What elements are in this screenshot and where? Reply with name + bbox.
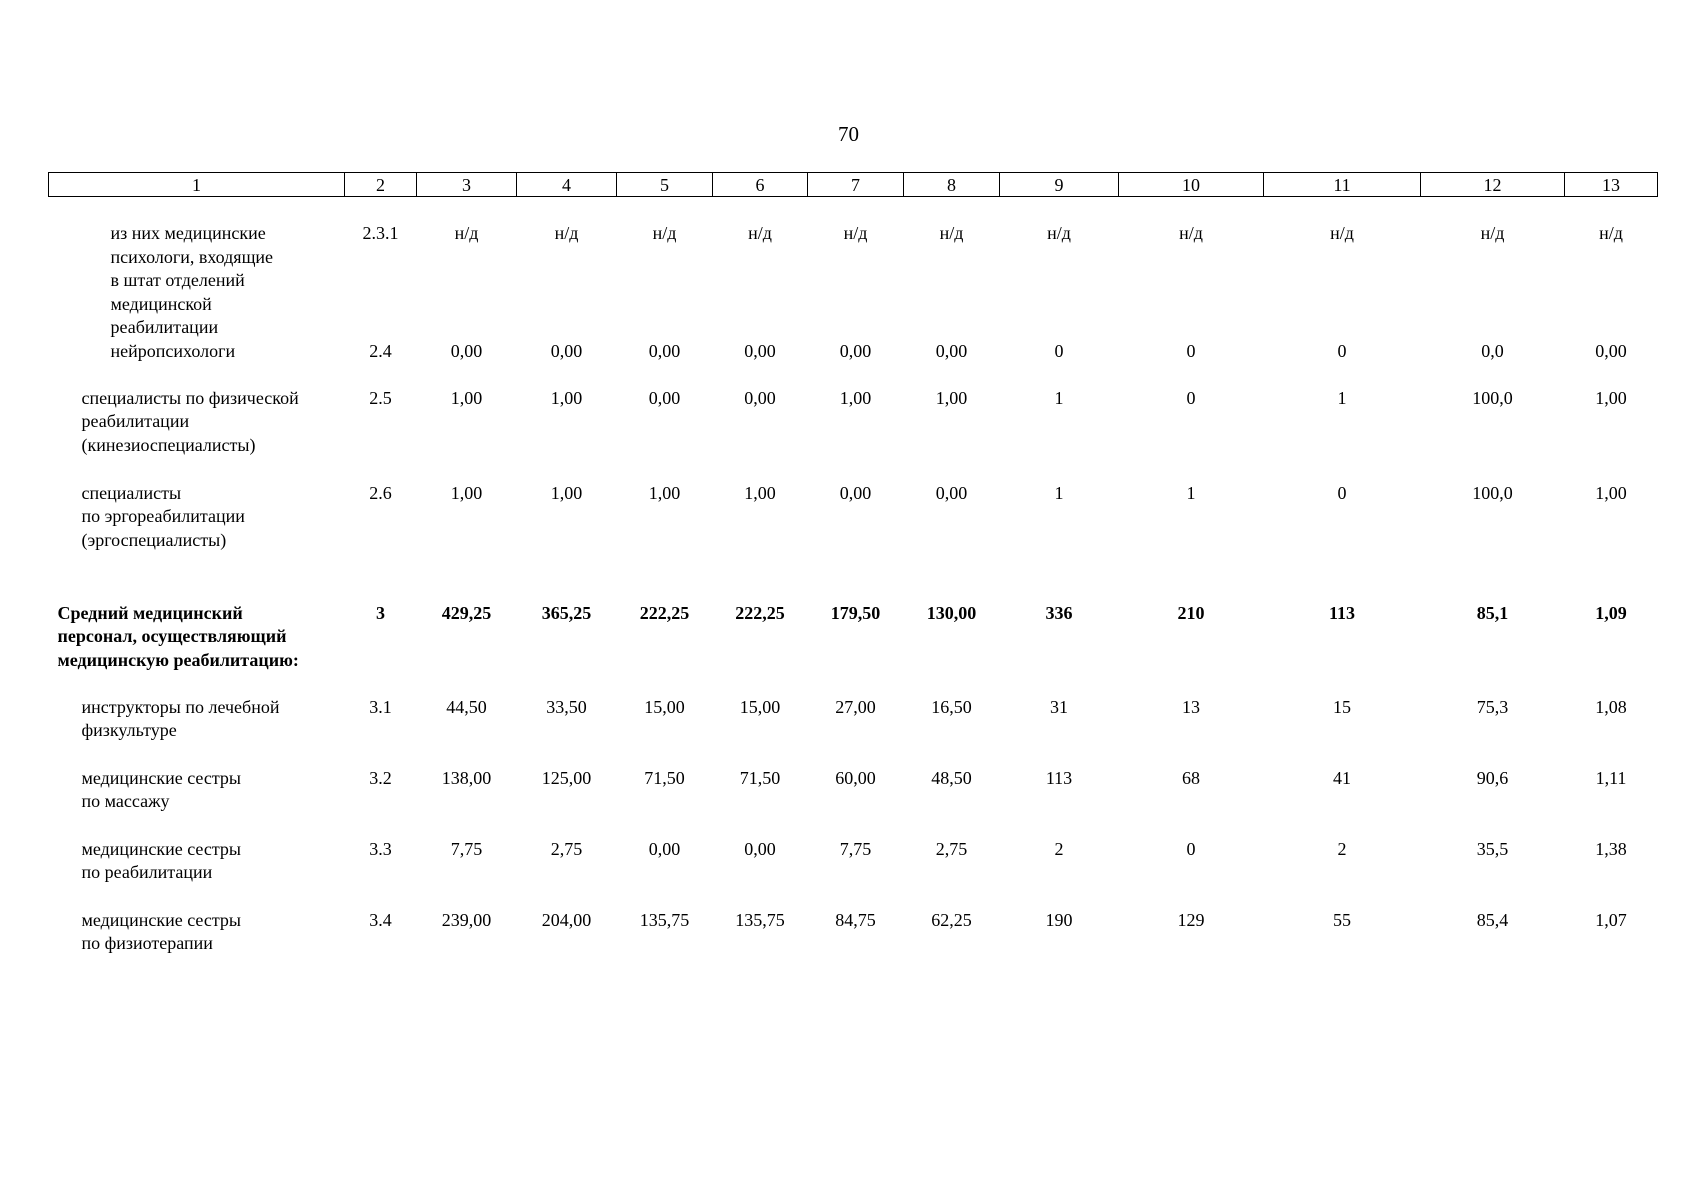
table-cell: 204,00 <box>541 909 592 930</box>
table-cell: 113 <box>1328 602 1355 623</box>
table-cell: 222,25 <box>735 602 785 623</box>
column-header: 10 <box>1119 173 1264 197</box>
table-row <box>49 838 1658 909</box>
table-cell: 55 <box>1333 909 1351 930</box>
column-header: 6 <box>713 173 808 197</box>
table-cell: 0 <box>1337 340 1347 361</box>
table-cell: 336 <box>1045 602 1073 623</box>
table-cell: 1,00 <box>450 387 483 408</box>
table-cell: 0,00 <box>935 340 968 361</box>
row-code: 2.3.1 <box>362 223 399 243</box>
table-cell: 210 <box>1177 602 1205 623</box>
column-header: 9 <box>1000 173 1119 197</box>
table-cell: 0,00 <box>839 482 872 503</box>
row-label: инструкторы по лечебной физкультуре <box>81 696 280 740</box>
table-cell: 31 <box>1050 696 1068 717</box>
data-table <box>48 172 1658 980</box>
table-row <box>49 197 1658 340</box>
table-cell: 1,00 <box>450 482 483 503</box>
table-cell: 138,00 <box>441 767 492 788</box>
table-cell: 0,00 <box>648 838 681 859</box>
table-cell: 1 <box>1054 482 1064 503</box>
table-row <box>49 767 1658 838</box>
table-cell: н/д <box>843 223 868 243</box>
table-cell: 0,00 <box>1595 340 1627 361</box>
table-cell: 100,0 <box>1472 387 1513 408</box>
row-code: 2.5 <box>369 387 392 408</box>
table-cell: н/д <box>939 223 964 243</box>
table-cell: 239,00 <box>441 909 492 930</box>
table-cell: 0 <box>1337 482 1347 503</box>
column-header: 1 <box>49 173 345 197</box>
row-code: 3.2 <box>369 767 392 788</box>
table-cell: 0,00 <box>935 482 968 503</box>
row-label: медицинские сестры по массажу <box>81 767 242 811</box>
table-cell: 130,00 <box>926 602 977 623</box>
table-cell: 0,00 <box>744 340 776 361</box>
table-cell: 90,6 <box>1476 767 1509 788</box>
table-cell: 113 <box>1045 767 1073 788</box>
column-header: 7 <box>808 173 904 197</box>
table-cell: 71,50 <box>739 767 781 788</box>
table-row <box>49 696 1658 767</box>
table-cell: н/д <box>554 223 579 243</box>
row-label: специалисты по эргореабилитации (эргоспециалисты) <box>81 482 245 550</box>
table-cell: 7,75 <box>450 838 483 859</box>
table-cell: 0,00 <box>450 340 483 361</box>
table-cell: 365,25 <box>541 602 592 623</box>
table-cell: 0,00 <box>648 387 681 408</box>
table-cell: 35,5 <box>1476 838 1509 859</box>
table-cell: н/д <box>748 223 772 243</box>
table-cell: 85,1 <box>1476 602 1509 623</box>
table-cell: 1,00 <box>1595 482 1627 503</box>
column-number-row <box>49 173 1658 197</box>
table-cell: 0,00 <box>839 340 872 361</box>
row-label: медицинские сестры по реабилитации <box>81 838 242 882</box>
row-label: специалисты по физической реабилитации (кинезиоспециалисты) <box>81 387 299 455</box>
table-cell: 190 <box>1045 909 1073 930</box>
row-label: медицинские сестры по физиотерапии <box>81 909 242 953</box>
table-cell: 84,75 <box>835 909 876 930</box>
table-header <box>49 173 1658 197</box>
column-header: 2 <box>345 173 417 197</box>
row-label: Средний медицинский персонал, осуществляющий медицинскую реабилитацию: <box>57 602 299 670</box>
table-cell: 0,00 <box>744 838 776 859</box>
table-cell: 135,75 <box>639 909 690 930</box>
table-cell: 15,00 <box>739 696 781 717</box>
column-header: 13 <box>1565 173 1658 197</box>
table-row <box>49 387 1658 482</box>
row-code: 3.4 <box>369 909 392 930</box>
table-cell: 71,50 <box>644 767 685 788</box>
table-cell: 129 <box>1177 909 1205 930</box>
page-number: 70 <box>838 122 859 146</box>
column-header: 5 <box>617 173 713 197</box>
table-cell: 15,00 <box>644 696 685 717</box>
table-cell: 0,00 <box>648 340 681 361</box>
table-cell: н/д <box>1179 223 1203 243</box>
table-row <box>49 340 1658 387</box>
table-row <box>49 909 1658 980</box>
table-cell: н/д <box>1330 223 1354 243</box>
table-row <box>49 482 1658 602</box>
table-cell: 1,07 <box>1595 909 1627 930</box>
table-cell: 1 <box>1186 482 1196 503</box>
row-code: 2.6 <box>369 482 392 503</box>
table-cell: 85,4 <box>1476 909 1509 930</box>
table-cell: 75,3 <box>1476 696 1509 717</box>
table-cell: 0,0 <box>1481 340 1504 361</box>
table-cell: 0,00 <box>550 340 583 361</box>
row-label: нейропсихологи <box>110 340 236 361</box>
column-header: 11 <box>1264 173 1421 197</box>
table-cell: н/д <box>454 223 479 243</box>
table-cell: 33,50 <box>546 696 587 717</box>
table-cell: 2,75 <box>550 838 583 859</box>
table-cell: 179,50 <box>830 602 881 623</box>
table-cell: 2 <box>1054 838 1064 859</box>
row-code: 2.4 <box>369 340 392 361</box>
table-cell: 0 <box>1054 340 1064 361</box>
table-cell: 135,75 <box>735 909 785 930</box>
column-header: 4 <box>517 173 617 197</box>
table-cell: 222,25 <box>639 602 690 623</box>
table-cell: 7,75 <box>839 838 872 859</box>
table-cell: 100,0 <box>1472 482 1513 503</box>
table-cell: 1,00 <box>550 387 583 408</box>
table-cell: 1,00 <box>839 387 872 408</box>
table-cell: 0 <box>1186 340 1196 361</box>
table-cell: 1 <box>1337 387 1347 408</box>
table-cell: 0,00 <box>744 387 776 408</box>
table-cell: 2 <box>1337 838 1347 859</box>
table-cell: 1,00 <box>935 387 968 408</box>
table-cell: 2,75 <box>935 838 968 859</box>
table-cell: 60,00 <box>835 767 876 788</box>
table-cell: 44,50 <box>446 696 487 717</box>
table-cell: 429,25 <box>441 602 492 623</box>
table-cell: 1,38 <box>1595 838 1627 859</box>
table-cell: 41 <box>1333 767 1351 788</box>
table-cell: 13 <box>1182 696 1200 717</box>
table-cell: 1,00 <box>1595 387 1627 408</box>
table-cell: 15 <box>1333 696 1351 717</box>
row-label: из них медицинские психологи, входящие в штат отделений медицинской реабилитации <box>110 223 274 337</box>
row-code: 3.3 <box>369 838 392 859</box>
row-code: 3.1 <box>369 696 392 717</box>
table-cell: 0 <box>1186 838 1196 859</box>
table-cell: 1,08 <box>1595 696 1627 717</box>
row-code: 3 <box>376 602 385 623</box>
table-body <box>49 197 1658 980</box>
table-cell: 1,00 <box>744 482 776 503</box>
table-cell: 68 <box>1182 767 1200 788</box>
table-cell: 1,09 <box>1595 602 1627 623</box>
table-cell: 1,11 <box>1595 767 1627 788</box>
column-header: 8 <box>904 173 1000 197</box>
table-row <box>49 602 1658 696</box>
table-cell: 16,50 <box>931 696 972 717</box>
table-cell: 0 <box>1186 387 1196 408</box>
table-cell: 27,00 <box>835 696 876 717</box>
column-header: 12 <box>1421 173 1565 197</box>
table-cell: 62,25 <box>931 909 972 930</box>
table-cell: 48,50 <box>931 767 972 788</box>
table-cell: 125,00 <box>541 767 592 788</box>
column-header: 3 <box>417 173 517 197</box>
table-cell: н/д <box>1047 223 1071 243</box>
table-cell: н/д <box>1599 223 1623 243</box>
table-cell: 1,00 <box>550 482 583 503</box>
table-cell: 1,00 <box>648 482 681 503</box>
table-cell: 1 <box>1054 387 1064 408</box>
table-cell: н/д <box>652 223 677 243</box>
table-cell: н/д <box>1480 223 1505 243</box>
